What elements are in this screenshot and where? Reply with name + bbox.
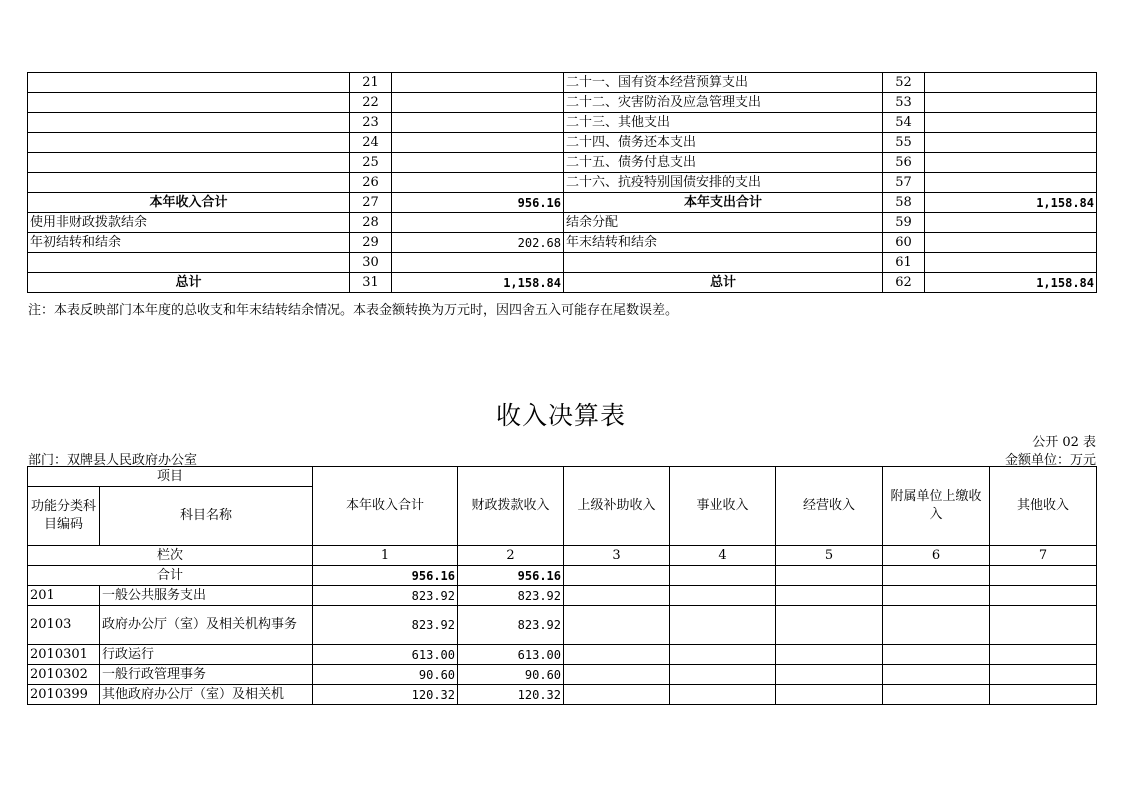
income-line-number: 21 xyxy=(350,73,392,93)
income-value xyxy=(883,665,990,685)
subject-code: 2010302 xyxy=(28,665,100,685)
income-amount xyxy=(392,213,564,233)
expense-item-label: 二十四、债务还本支出 xyxy=(564,133,883,153)
expense-line-number: 56 xyxy=(883,153,925,173)
income-value xyxy=(670,586,776,606)
table-row xyxy=(28,213,1097,233)
income-value xyxy=(670,606,776,645)
income-item-label: 总计 xyxy=(28,273,350,293)
expense-amount xyxy=(925,73,1097,93)
income-value xyxy=(990,586,1097,606)
expense-item-label: 总计 xyxy=(564,273,883,293)
income-item-label xyxy=(28,253,350,273)
income-value: 823.92 xyxy=(458,586,564,606)
table-row xyxy=(28,645,1097,665)
table-row xyxy=(28,233,1097,253)
income-value xyxy=(990,685,1097,705)
expense-item-label: 二十三、其他支出 xyxy=(564,113,883,133)
expense-line-number: 57 xyxy=(883,173,925,193)
income-amount: 1,158.84 xyxy=(392,273,564,293)
unit-label: 金额单位：万元 xyxy=(1004,453,1096,468)
table-row xyxy=(28,606,1097,645)
budget-summary-table xyxy=(27,72,1097,293)
subject-code: 20103 xyxy=(28,606,100,645)
income-value: 120.32 xyxy=(458,685,564,705)
subject-code: 2010301 xyxy=(28,645,100,665)
table-row xyxy=(28,93,1097,113)
subject-code: 201 xyxy=(28,586,100,606)
income-value xyxy=(776,685,883,705)
income-amount xyxy=(392,113,564,133)
expense-line-number: 55 xyxy=(883,133,925,153)
expense-line-number: 52 xyxy=(883,73,925,93)
income-table xyxy=(27,466,1097,705)
subject-name: 一般公共服务支出 xyxy=(100,586,313,606)
table-row xyxy=(28,253,1097,273)
income-value xyxy=(564,685,670,705)
subject-name: 其他政府办公厅（室）及相关机 xyxy=(100,685,313,705)
header-col-5: 经营收入 xyxy=(776,467,883,546)
table-row xyxy=(28,113,1097,133)
income-amount xyxy=(392,173,564,193)
table-row xyxy=(28,665,1097,685)
header-subject-name: 科目名称 xyxy=(100,487,313,546)
expense-item-label: 二十六、抗疫特别国债安排的支出 xyxy=(564,173,883,193)
expense-amount xyxy=(925,93,1097,113)
expense-amount xyxy=(925,113,1097,133)
income-line-number: 24 xyxy=(350,133,392,153)
income-amount: 956.16 xyxy=(392,193,564,213)
income-value: 823.92 xyxy=(458,606,564,645)
income-value xyxy=(564,645,670,665)
expense-line-number: 62 xyxy=(883,273,925,293)
income-amount: 202.68 xyxy=(392,233,564,253)
table-row xyxy=(28,273,1097,293)
income-item-label: 使用非财政拨款结余 xyxy=(28,213,350,233)
header-col-6: 附属单位上缴收入 xyxy=(883,467,990,546)
total-value xyxy=(776,566,883,586)
col-row-label: 栏次 xyxy=(28,546,313,566)
expense-line-number: 58 xyxy=(883,193,925,213)
income-value xyxy=(564,606,670,645)
expense-item-label: 二十一、国有资本经营预算支出 xyxy=(564,73,883,93)
income-amount xyxy=(392,253,564,273)
header-col-2: 财政拨款收入 xyxy=(458,467,564,546)
total-value: 956.16 xyxy=(313,566,458,586)
header-col-4: 事业收入 xyxy=(670,467,776,546)
col-num: 4 xyxy=(670,546,776,566)
income-value xyxy=(883,685,990,705)
income-amount xyxy=(392,153,564,173)
expense-item-label: 二十五、债务付息支出 xyxy=(564,153,883,173)
income-item-label xyxy=(28,153,350,173)
income-value: 823.92 xyxy=(313,586,458,606)
table-row xyxy=(28,193,1097,213)
income-value: 613.00 xyxy=(458,645,564,665)
income-value xyxy=(990,645,1097,665)
income-value xyxy=(564,665,670,685)
table-code: 公开 02 表 xyxy=(1032,435,1096,450)
subject-name: 行政运行 xyxy=(100,645,313,665)
col-num: 3 xyxy=(564,546,670,566)
page-title: 收入决算表 xyxy=(495,401,626,430)
income-line-number: 26 xyxy=(350,173,392,193)
expense-item-label: 本年支出合计 xyxy=(564,193,883,213)
total-value xyxy=(883,566,990,586)
expense-line-number: 53 xyxy=(883,93,925,113)
header-col-1: 本年收入合计 xyxy=(313,467,458,546)
table-row xyxy=(28,173,1097,193)
header-project: 项目 xyxy=(28,467,313,487)
col-num: 1 xyxy=(313,546,458,566)
table-row xyxy=(28,685,1097,705)
expense-item-label xyxy=(564,253,883,273)
expense-line-number: 54 xyxy=(883,113,925,133)
department-label: 部门：双牌县人民政府办公室 xyxy=(28,453,198,468)
income-value: 120.32 xyxy=(313,685,458,705)
col-num: 5 xyxy=(776,546,883,566)
expense-item-label: 结余分配 xyxy=(564,213,883,233)
income-line-number: 25 xyxy=(350,153,392,173)
income-line-number: 27 xyxy=(350,193,392,213)
income-item-label xyxy=(28,133,350,153)
header-col-7: 其他收入 xyxy=(990,467,1097,546)
income-line-number: 22 xyxy=(350,93,392,113)
income-value xyxy=(883,586,990,606)
income-value xyxy=(670,645,776,665)
income-value xyxy=(564,586,670,606)
income-line-number: 28 xyxy=(350,213,392,233)
income-item-label: 年初结转和结余 xyxy=(28,233,350,253)
income-amount xyxy=(392,93,564,113)
expense-amount xyxy=(925,133,1097,153)
total-value xyxy=(564,566,670,586)
income-value xyxy=(776,586,883,606)
expense-line-number: 59 xyxy=(883,213,925,233)
income-amount xyxy=(392,133,564,153)
income-value: 613.00 xyxy=(313,645,458,665)
income-item-label xyxy=(28,173,350,193)
expense-line-number: 60 xyxy=(883,233,925,253)
total-value xyxy=(990,566,1097,586)
income-value: 823.92 xyxy=(313,606,458,645)
income-value xyxy=(776,606,883,645)
income-value: 90.60 xyxy=(313,665,458,685)
col-num: 7 xyxy=(990,546,1097,566)
expense-amount: 1,158.84 xyxy=(925,193,1097,213)
expense-amount xyxy=(925,213,1097,233)
income-item-label xyxy=(28,73,350,93)
total-label: 合计 xyxy=(28,566,313,586)
income-value xyxy=(990,665,1097,685)
income-item-label xyxy=(28,113,350,133)
table-note: 注：本表反映部门本年度的总收支和年末结转结余情况。本表金额转换为万元时，因四舍五入可能存在尾数误差。 xyxy=(28,303,679,318)
income-item-label xyxy=(28,93,350,113)
expense-item-label: 二十二、灾害防治及应急管理支出 xyxy=(564,93,883,113)
income-line-number: 23 xyxy=(350,113,392,133)
income-value xyxy=(670,665,776,685)
table-row xyxy=(28,586,1097,606)
expense-amount xyxy=(925,173,1097,193)
table-row xyxy=(28,133,1097,153)
income-value xyxy=(990,606,1097,645)
subject-name: 政府办公厅（室）及相关机构事务 xyxy=(100,606,313,645)
subject-name: 一般行政管理事务 xyxy=(100,665,313,685)
income-value: 90.60 xyxy=(458,665,564,685)
expense-amount xyxy=(925,153,1097,173)
header-col-3: 上级补助收入 xyxy=(564,467,670,546)
income-value xyxy=(776,645,883,665)
expense-amount xyxy=(925,233,1097,253)
income-line-number: 30 xyxy=(350,253,392,273)
total-value: 956.16 xyxy=(458,566,564,586)
expense-line-number: 61 xyxy=(883,253,925,273)
income-line-number: 31 xyxy=(350,273,392,293)
income-item-label: 本年收入合计 xyxy=(28,193,350,213)
table-row xyxy=(28,153,1097,173)
expense-amount: 1,158.84 xyxy=(925,273,1097,293)
header-func-code: 功能分类科目编码 xyxy=(28,487,100,546)
expense-amount xyxy=(925,253,1097,273)
subject-code: 2010399 xyxy=(28,685,100,705)
income-amount xyxy=(392,73,564,93)
income-value xyxy=(883,645,990,665)
income-value xyxy=(670,685,776,705)
total-value xyxy=(670,566,776,586)
table-row xyxy=(28,73,1097,93)
income-line-number: 29 xyxy=(350,233,392,253)
income-value xyxy=(883,606,990,645)
col-num: 2 xyxy=(458,546,564,566)
expense-item-label: 年末结转和结余 xyxy=(564,233,883,253)
col-num: 6 xyxy=(883,546,990,566)
income-value xyxy=(776,665,883,685)
